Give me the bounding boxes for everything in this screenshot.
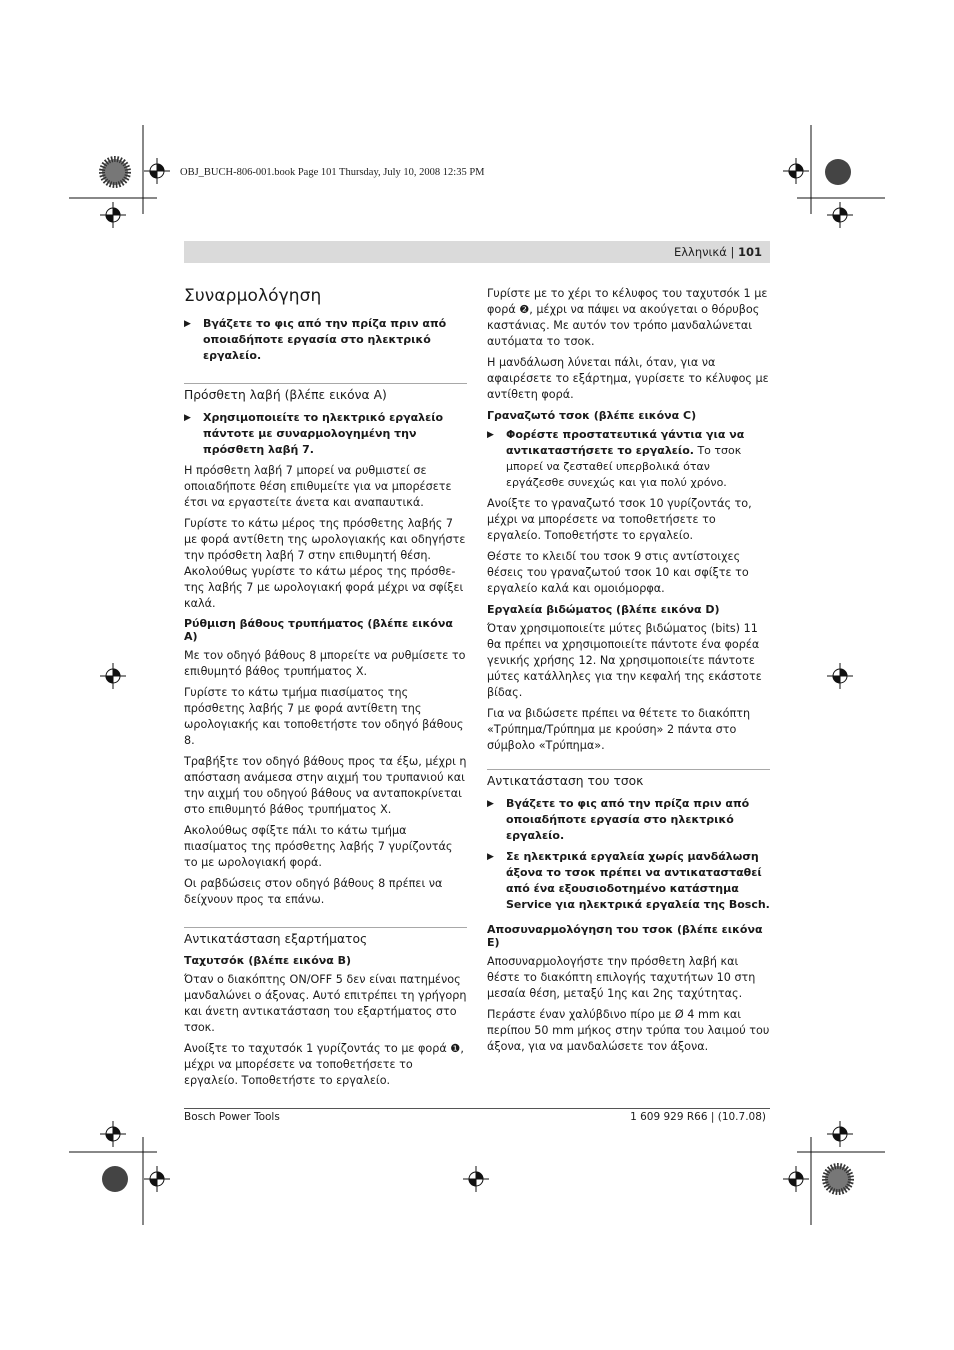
paragraph: Όταν ο διακόπτης ON/OFF 5 δεν είναι πατημένος μανδαλώνει ο άξονας. Αυτό επιτρέπει τη γρήγορη και άνετη αντικατάσταση του εξαρτήματος στο τσοκ. (184, 973, 467, 1034)
gloves-bullet: ▶ Φορέστε προστατευτικά γάντια για να αντικαταστήσετε το εργαλείο. Το τσοκ μπορεί να ζεσταθεί υπερβολικά όταν εργάζεσθε συνεχώς και για πολύ χρόνο. (487, 428, 745, 489)
paragraph: Με τον οδηγό βάθους 8 μπορείτε να ρυθμίσετε το επιθυμητό βάθος τρυπήματος X. (184, 649, 466, 678)
page-number: 101 (737, 245, 762, 259)
subheading-screwdriver-bits: Εργαλεία βιδώματος (βλέπε εικόνα D) (487, 603, 720, 616)
subheading-chuck-removal: Αποσυναρμολόγηση του τσοκ (βλέπε εικόνα E) (487, 923, 763, 949)
subheading-drill-depth: Ρύθμιση βάθους τρυπήματος (βλέπε εικόνα A) (184, 617, 453, 643)
paragraph: Γυρίστε το κάτω τμήμα πιασίματος της πρόσθετης λαβής 7 με φορά αντίθετη της ωρολογιακής και τοποθετήστε τον οδηγό βάθους 8. (184, 686, 464, 747)
paragraph: Περάστε έναν χαλύβδινο πίρο με Ø 4 mm και περίπου 50 mm μήκος στην τρύπα του λαιμού του άξονα, για να μανδαλώσετε τον άξονα. (487, 1008, 770, 1053)
paragraph: Ανοίξτε το γραναζωτό τσοκ 10 γυρίζοντάς το, μέχρι να μπορέσετε να τοποθετήσετε το εργαλείο. Τοποθετήστε το εργαλείο. (487, 497, 752, 542)
section-title: Συναρμολόγηση (184, 286, 322, 306)
paragraph: Γυρίστε με το χέρι το κέλυφος του ταχυτσόκ 1 με φορά ❷, μέχρι να πάψει να ακούγεται ο θόρυβος καστάνιας. Με αυτόν τον τρόπο μανδαλώνεται αυτόματα το τσοκ. (487, 287, 768, 348)
right-column (487, 286, 770, 1060)
paragraph: Γυρίστε το κάτω μέρος της πρόσθετης λαβής 7 με φορά αντίθετη της ωρολογιακής και οδηγήστε την πρόσθετη λαβή 7 στην επιθυμητή θέση. Ακολούθως γυρίστε το κάτω μέρος της πρόσθε-της λαβής 7 με ωρολογιακή φορά μέχρι να σφίξει καλά. (184, 517, 466, 610)
paragraph: Όταν χρησιμοποιείτε μύτες βιδώματος (bits) 11 θα πρέπει να χρησιμοποιείτε πάντοτε ένα φορέα γενικής χρήσης 12. Να χρησιμοποιείτε πάντοτε μύτες κατάλληλες για την κεφαλή της εκάστοτε βίδας. (487, 622, 762, 699)
footer-brand: Bosch Power Tools (184, 1111, 280, 1123)
paragraph: Θέστε το κλειδί του τσοκ 9 στις αντίστοιχες θέσεις του γραναζωτού τσοκ 10 και σφίξτε το εργαλείο καλά και ομοιόμορφα. (487, 550, 749, 595)
heading-additional-handle: Πρόσθετη λαβή (βλέπε εικόνα A) (184, 383, 467, 402)
page-footer (184, 1108, 770, 1123)
language-page-label: Ελληνικά | 101 (673, 245, 762, 259)
heading-chuck-replacement: Αντικατάσταση του τσοκ (487, 769, 770, 788)
arrow-icon: ▶ (487, 799, 494, 809)
paragraph: Η πρόσθετη λαβή 7 μπορεί να ρυθμιστεί σε οποιαδήποτε θέση επιθυμείτε για να μπορέσετε έτσι να εργαστείτε άνετα και αναπαυτικά. (184, 464, 452, 509)
paragraph: Οι ραβδώσεις στον οδηγό βάθους 8 πρέπει να δείχνουν προς τα επάνω. (184, 877, 443, 906)
footer-doc-number: 1 609 929 R66 | (10.7.08) (630, 1111, 766, 1123)
paragraph: Για να βιδώσετε πρέπει να θέτετε το διακόπτη «Τρύπημα/Τρύπημα με κρούση» 2 πάντα στο σύμβολο «Τρύπημα». (487, 707, 751, 752)
heading-tool-change: Αντικατάσταση εξαρτήματος (184, 927, 467, 946)
safety-bullet: ▶ Βγάζετε το φις από την πρίζα πριν από οποιαδήποτε εργασία στο ηλεκτρικό εργαλείο. (184, 317, 447, 362)
arrow-icon: ▶ (487, 852, 494, 862)
service-bullet: ▶ Σε ηλεκτρικά εργαλεία χωρίς μανδάλωση άξονα το τσοκ πρέπει να αντικατασταθεί από ένα εξουσιοδοτημένο κατάστημα Service για ηλεκτρικά εργαλεία της Bosch. (487, 850, 770, 911)
subheading-keyless-chuck: Ταχυτσόκ (βλέπε εικόνα B) (184, 954, 352, 967)
paragraph: Η μανδάλωση λύνεται πάλι, όταν, για να αφαιρέσετε το εξάρτημα, γυρίσετε το κέλυφος με αντίθετη φορά. (487, 356, 769, 401)
handle-bullet: ▶ Χρησιμοποιείτε το ηλεκτρικό εργαλείο πάντοτε με συναρμολογημένη την πρόσθετη λαβή 7. (184, 411, 444, 456)
subheading-keyed-chuck: Γραναζωτό τσοκ (βλέπε εικόνα C) (487, 409, 697, 422)
paragraph: Τραβήξτε τον οδηγό βάθους προς τα έξω, μέχρι η απόσταση ανάμεσα στην αιχμή του τρυπανιού και την αιχμή του οδηγού βάθους να ανταποκρίνεται στο επιθυμητό βάθος τρυπήματος X. (184, 755, 467, 816)
arrow-icon: ▶ (487, 430, 494, 440)
arrow-icon: ▶ (184, 319, 191, 329)
paragraph: Ανοίξτε το ταχυτσόκ 1 γυρίζοντάς το με φορά ❶, μέχρι να μπορέσετε να τοποθετήσετε το εργαλείο. Τοποθετήστε το εργαλείο. (184, 1042, 464, 1087)
paragraph: Ακολούθως σφίξτε πάλι το κάτω τμήμα πιασίματος της πρόσθετης λαβής 7 γυρίζοντάς το με ωρολογιακή φορά. (184, 824, 453, 869)
paragraph: Αποσυναρμολογήστε την πρόσθετη λαβή και θέστε το διακόπτη επιλογής ταχυτήτων 10 στη μεσαία θέση, μεταξύ 1ης και 2ης ταχύτητας. (487, 955, 756, 1000)
arrow-icon: ▶ (184, 413, 191, 423)
left-column (184, 284, 467, 1094)
page-header (184, 241, 770, 263)
unplug-bullet: ▶ Βγάζετε το φις από την πρίζα πριν από οποιαδήποτε εργασία στο ηλεκτρικό εργαλείο. (487, 797, 750, 842)
print-slug: OBJ_BUCH-806-001.book Page 101 Thursday, July 10, 2008 12:35 PM (180, 167, 485, 178)
